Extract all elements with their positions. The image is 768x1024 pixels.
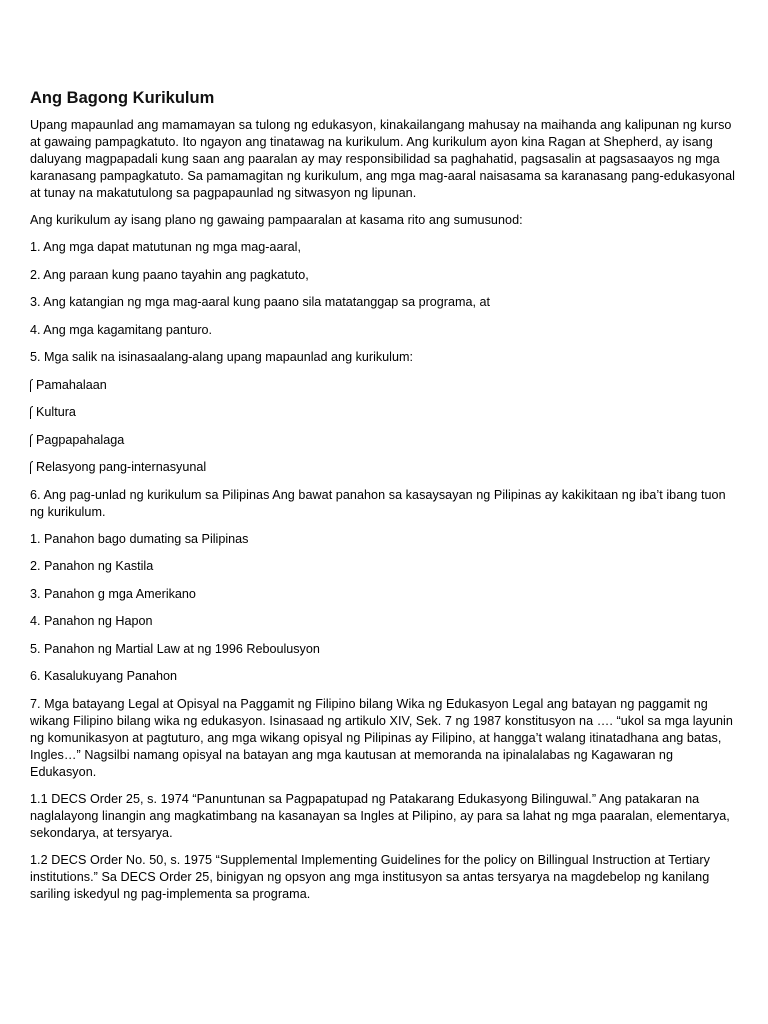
list-item: [30, 404, 738, 421]
list-item: 3. Panahon g mga Amerikano: [30, 586, 196, 601]
factors-list: [30, 377, 738, 477]
list-item: 3. Ang katangian ng mga mag-aaral kung paano sila matatanggap sa programa, at: [30, 295, 490, 309]
legal-paragraph: 1.2 DECS Order No. 50, s. 1975 “Supplemental Implementing Guidelines for the policy on Billingual Instruction at Tertiary institutions.” Sa DECS Order 25, binigyan ng opsyon ang mga institusyon sa antas tersyarya na magdebelop ng kanilang sariling iskedyul ng pag-implementa sa programa.: [30, 852, 710, 901]
list-item: 5. Mga salik na isinasaalang-alang upang mapaunlad ang kurikulum:: [30, 350, 413, 364]
curriculum-components-list: [30, 239, 738, 366]
bullet-icon: [30, 406, 33, 419]
legal-paragraph: 7. Mga batayang Legal at Opisyal na Paggamit ng Filipino bilang Wika ng Edukasyon Legal ang batayan ng paggamit ng wikang Filipino bilang wika ng edukasyon. Isinasaad ng artikulo XIV, Sek. 7 ng 1987 konstitusyon na …. “ukol sa mga layunin ng komunikasyon at pagtuturo, ang mga wikang opisyal ng Pilipinas ay Filipino, at hangga’t walang itinatadhana ang batas, Ingles…” Nagsilbi namang opisyal na batayan ang mga kautusan at memoranda na ipinalalabas ng Kagawaran ng Edukasyon.: [30, 696, 733, 779]
list-item-label: Pagpapahalaga: [36, 432, 125, 447]
bullet-icon: [30, 434, 33, 447]
bullet-icon: [30, 461, 33, 474]
bullet-icon: [30, 379, 33, 392]
list-item-label: Pamahalaan: [36, 377, 107, 392]
list-item: [30, 459, 738, 476]
legal-paragraph: 1.1 DECS Order 25, s. 1974 “Panuntunan sa Pagpapatupad ng Patakarang Edukasyong Bilinguwal.” Ang patakaran na naglalayong linangin ang magkatimbang na kasanayan sa Ingles at Pilipino, ay para sa lahat ng mga paaralan, elementarya, sekondarya, at tersyarya.: [30, 791, 730, 840]
intro-paragraph: Upang mapaunlad ang mamamayan sa tulong ng edukasyon, kinakailangang mahusay na maihanda ang kalipunan ng kurso at gawaing pampagkatuto. Ito ngayon ang tinatawag na kurikulum. Ang kurikulum ayon kina Ragan at Shepherd, ay isang daluyang magpapadali kung saan ang paaralan ay may responsibilidad sa paghahatid, pagsasalin at pagsasaayos ng mga karanasang pampagkatuto. Sa pamamagitan ng kurikulum, ang mga mag-aaral naisasama sa karanasang pang-edukasyonal at tunay na makatutulong sa pagpapaunlad ng sitwasyon ng lipunan.: [30, 118, 735, 200]
list-item: 5. Panahon ng Martial Law at ng 1996 Reboulusyon: [30, 641, 320, 656]
document-title: Ang Bagong Kurikulum: [30, 89, 215, 107]
list-item: 1. Panahon bago dumating sa Pilipinas: [30, 531, 249, 546]
intro-paragraph: Ang kurikulum ay isang plano ng gawaing pampaaralan at kasama rito ang sumusunod:: [30, 213, 523, 227]
list-item: 1. Ang mga dapat matutunan ng mga mag-aaral,: [30, 240, 301, 254]
list-item: [30, 377, 738, 394]
list-item: [30, 432, 738, 449]
list-item: 2. Ang paraan kung paano tayahin ang pagkatuto,: [30, 267, 309, 282]
list-item: 4. Panahon ng Hapon: [30, 614, 153, 628]
list-item: 6. Kasalukuyang Panahon: [30, 669, 178, 683]
periods-list: [30, 531, 738, 686]
list-item-label: Kultura: [36, 405, 76, 419]
history-paragraph: 6. Ang pag-unlad ng kurikulum sa Pilipinas Ang bawat panahon sa kasaysayan ng Pilipinas ay kakikitaan ng iba’t ibang tuon ng kurikulum.: [30, 487, 726, 519]
list-item: 2. Panahon ng Kastila: [30, 559, 154, 573]
list-item-label: Relasyong pang-internasyunal: [36, 460, 207, 474]
list-item: 4. Ang mga kagamitang panturo.: [30, 322, 213, 337]
